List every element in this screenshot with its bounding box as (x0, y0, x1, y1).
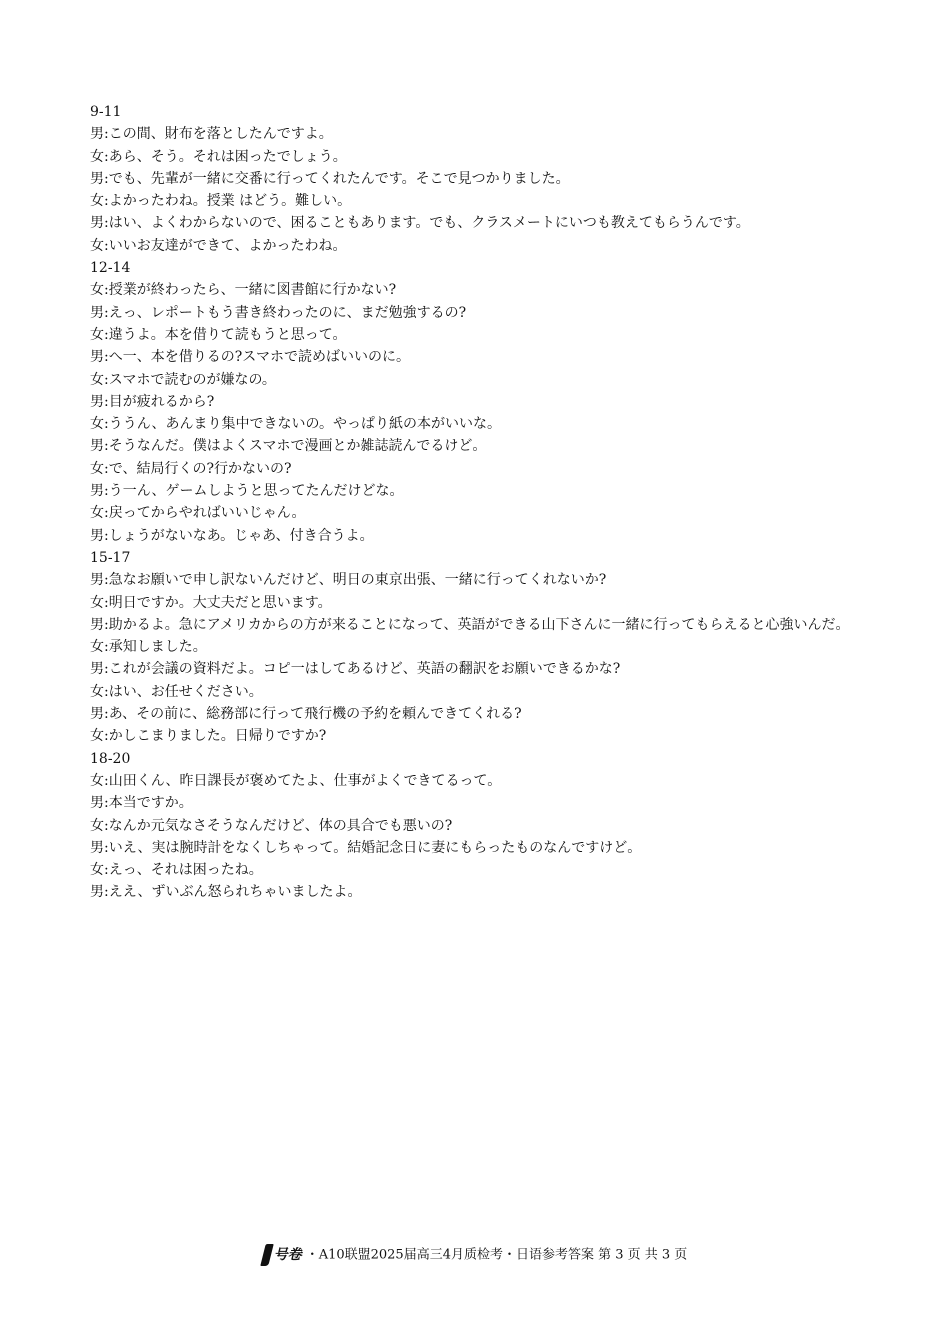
utterance-text: 急なお願いで申し訳ないんだけど、明日の東京出張、一緒に行ってくれないか? (108, 572, 607, 589)
section-12-14 (90, 257, 880, 547)
speaker-label: 女: (90, 282, 109, 299)
transcript (90, 101, 880, 904)
dialogue-line (90, 502, 880, 524)
section-label: 18-20 (90, 750, 131, 767)
dialogue-line (90, 413, 880, 435)
speaker-label: 女: (90, 371, 109, 388)
speaker-label: 男: (90, 572, 109, 589)
dialogue-line (90, 279, 880, 301)
speaker-label: 男: (90, 884, 109, 901)
speaker-label: 女: (90, 728, 109, 745)
dialogue-line (90, 569, 880, 591)
utterance-text: 違うよ。本を借りて読もうと思って。 (108, 326, 347, 343)
utterance-text: これが会議の資料だよ。コピ一はしてあるけど、英語の翻訳をお願いできるかな? (108, 661, 621, 678)
logo-mark-icon (260, 1244, 273, 1266)
utterance-text: えっ、レポートもう書き終わったのに、まだ勉強するの? (108, 304, 467, 321)
dialogue-line (90, 815, 880, 837)
speaker-label: 男: (90, 215, 109, 232)
utterance-text: 戻ってからやればいいじゃん。 (108, 505, 306, 522)
utterance-text: スマホで読むのが嫌なの。 (108, 371, 276, 388)
dialogue-line (90, 480, 880, 502)
speaker-label: 女: (90, 505, 109, 522)
footer-text: ・A10联盟2025届高三4月质检考・日语参考答案 第 3 页 共 3 页 (305, 1247, 688, 1263)
utterance-text: 助かるよ。急にアメリカからの方が来ることになって、英語ができる山下さんに一緒に行ってもらえると心強いんだ。 (108, 616, 850, 633)
speaker-label: 男: (90, 393, 109, 410)
dialogue-line (90, 168, 880, 190)
speaker-label: 男: (90, 349, 109, 366)
dialogue-line (90, 235, 880, 257)
dialogue-line (90, 792, 880, 814)
speaker-label: 女: (90, 683, 109, 700)
utterance-text: この間、財布を落としたんですよ。 (108, 126, 333, 143)
dialogue-line (90, 770, 880, 792)
dialogue-line (90, 636, 880, 658)
utterance-text: 本当ですか。 (108, 795, 193, 812)
section-label: 15-17 (90, 549, 131, 566)
publisher-logo (263, 1243, 302, 1268)
utterance-text: はい、よくわからないので、困ることもあります。でも、クラスメートにいつも教えてもらうんです。 (108, 215, 750, 232)
speaker-label: 男: (90, 527, 109, 544)
logo-text: 号卷 (273, 1247, 302, 1263)
utterance-text: 授業が終わったら、一緒に図書館に行かない? (108, 282, 397, 299)
speaker-label: 男: (90, 483, 109, 500)
utterance-text: 目が疲れるから? (108, 393, 215, 410)
speaker-label: 女: (90, 326, 109, 343)
dialogue-line (90, 859, 880, 881)
utterance-text: そうなんだ。僕はよくスマホで漫画とか雑誌読んでるけど。 (108, 438, 487, 455)
dialogue-line (90, 190, 880, 212)
utterance-text: う一ん、ゲームしようと思ってたんだけどな。 (108, 483, 404, 500)
speaker-label: 女: (90, 416, 109, 433)
dialogue-line (90, 369, 880, 391)
dialogue-line (90, 703, 880, 725)
speaker-label: 男: (90, 616, 109, 633)
section-label: 12-14 (90, 260, 131, 277)
speaker-label: 女: (90, 460, 109, 477)
speaker-label: 女: (90, 862, 109, 879)
speaker-label: 女: (90, 817, 109, 834)
dialogue-line (90, 725, 880, 747)
dialogue-line (90, 435, 880, 457)
utterance-text: ううん、あんまり集中できないの。やっぱり紙の本がいいな。 (108, 416, 501, 433)
speaker-label: 男: (90, 795, 109, 812)
dialogue-line (90, 458, 880, 480)
utterance-text: 承知しました。 (108, 639, 207, 656)
section-9-11 (90, 101, 880, 257)
dialogue-line (90, 681, 880, 703)
utterance-text: あ、その前に、総務部に行って飛行機の予約を頼んできてくれる? (108, 706, 522, 723)
speaker-label: 男: (90, 706, 109, 723)
utterance-text: なんか元気なさそうなんだけど、体の具合でも悪いの? (108, 817, 453, 834)
dialogue-line (90, 592, 880, 614)
dialogue-line (90, 212, 880, 234)
dialogue-line (90, 302, 880, 324)
speaker-label: 女: (90, 594, 109, 611)
utterance-text: で、結局行くの?行かないの? (108, 460, 292, 477)
dialogue-line (90, 614, 880, 636)
dialogue-line (90, 658, 880, 680)
utterance-text: よかったわね。授業 はどう。難しい。 (108, 193, 352, 210)
speaker-label: 女: (90, 772, 109, 789)
speaker-label: 女: (90, 148, 109, 165)
dialogue-line (90, 525, 880, 547)
speaker-label: 男: (90, 661, 109, 678)
utterance-text: 山田くん、昨日課長が褒めてたよ、仕事がよくできてるって。 (108, 772, 502, 789)
dialogue-line (90, 837, 880, 859)
section-18-20 (90, 748, 880, 904)
utterance-text: かしこまりました。日帰りですか? (108, 728, 327, 745)
dialogue-line (90, 346, 880, 368)
speaker-label: 男: (90, 438, 109, 455)
dialogue-line (90, 391, 880, 413)
speaker-label: 女: (90, 639, 109, 656)
speaker-label: 男: (90, 170, 109, 187)
utterance-text: しょうがないなあ。じゃあ、付き合うよ。 (108, 527, 374, 544)
utterance-text: ええ、ずいぶん怒られちゃいましたよ。 (108, 884, 362, 901)
speaker-label: 男: (90, 126, 109, 143)
speaker-label: 女: (90, 193, 109, 210)
utterance-text: 明日ですか。大丈夫だと思います。 (108, 594, 332, 611)
utterance-text: はい、お任せください。 (108, 683, 263, 700)
utterance-text: いいお友達ができて、よかったわね。 (108, 237, 347, 254)
dialogue-line (90, 123, 880, 145)
utterance-text: いえ、実は腕時計をなくしちゃって。結婚記念日に妻にもらったものなんですけど。 (108, 839, 642, 856)
section-15-17 (90, 547, 880, 748)
dialogue-line (90, 146, 880, 168)
speaker-label: 男: (90, 304, 109, 321)
section-label: 9-11 (90, 104, 122, 120)
utterance-text: でも、先輩が一緒に交番に行ってくれたんです。そこで見つかりました。 (108, 170, 570, 187)
page-footer (0, 1243, 950, 1268)
utterance-text: へ一、本を借りるの?スマホで読めばいいのに。 (108, 349, 410, 366)
dialogue-line (90, 324, 880, 346)
speaker-label: 女: (90, 237, 109, 254)
utterance-text: あら、そう。それは困ったでしょう。 (108, 148, 347, 165)
utterance-text: えっ、それは困ったね。 (108, 862, 263, 879)
dialogue-line (90, 881, 880, 903)
speaker-label: 男: (90, 839, 109, 856)
